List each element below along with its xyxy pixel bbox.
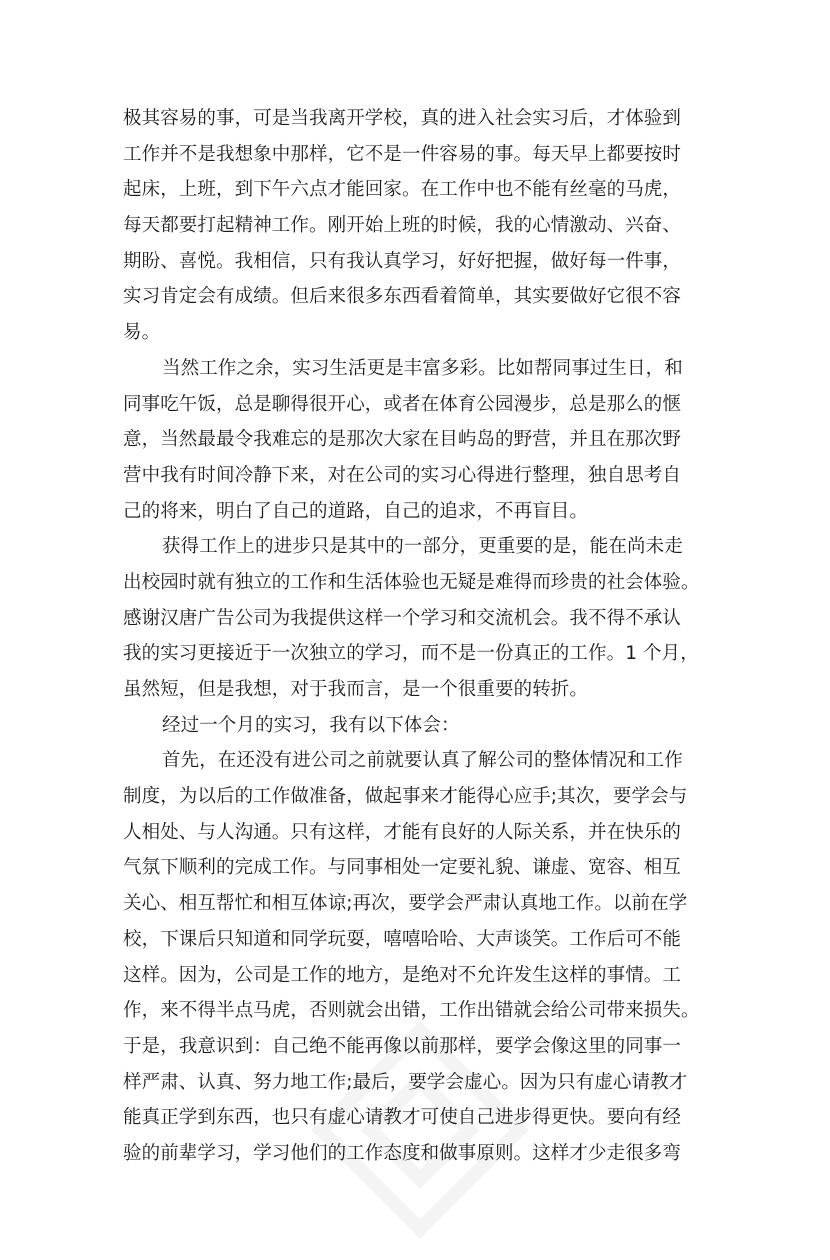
text-line: 己的将来，明白了自己的道路，自己的追求，不再盲目。 bbox=[123, 500, 589, 522]
text-line: 制度，为以后的工作做准备，做起事来才能得心应手;其次，要学会与 bbox=[123, 786, 688, 808]
paragraph-first-line: 获得工作上的进步只是其中的一部分，更重要的是，能在尚未走 bbox=[162, 536, 683, 558]
text-line: 作，来不得半点马虎，否则就会出错，工作出错就会给公司带来损失。 bbox=[123, 1000, 700, 1022]
text-line: 工作并不是我想象中那样，它不是一件容易的事。每天早上都要按时 bbox=[123, 143, 682, 165]
paragraph-first-line: 经过一个月的实习，我有以下体会： bbox=[162, 714, 460, 736]
text-line: 实习肯定会有成绩。但后来很多东西看着简单，其实要做好它很不容 bbox=[123, 286, 682, 308]
text-line: 校，下课后只知道和同学玩耍，嘻嘻哈哈、大声谈笑。工作后可不能 bbox=[123, 928, 682, 950]
text-line: 验的前辈学习，学习他们的工作态度和做事原则。这样才少走很多弯 bbox=[123, 1142, 682, 1164]
text-line: 这样。因为，公司是工作的地方，是绝对不允许发生这样的事情。工 bbox=[123, 964, 682, 986]
text-line: 能真正学到东西，也只有虚心请教才可使自己进步得更快。要向有经 bbox=[123, 1107, 682, 1129]
text-line: 意，当然最最令我难忘的是那次大家在目屿岛的野营，并且在那次野 bbox=[123, 429, 682, 451]
text-line: 期盼、喜悦。我相信，只有我认真学习，好好把握，做好每一件事， bbox=[123, 250, 682, 272]
text-line: 同事吃午饭，总是聊得很开心，或者在体育公园漫步，总是那么的惬 bbox=[123, 393, 682, 415]
text-line: 样严肃、认真、努力地工作;最后，要学会虚心。因为只有虚心请教才 bbox=[123, 1071, 688, 1093]
text-line: 感谢汉唐广告公司为我提供这样一个学习和交流机会。我不得不承认 bbox=[123, 607, 682, 629]
text-line: 起床，上班，到下午六点才能回家。在工作中也不能有丝毫的马虎， bbox=[123, 179, 682, 201]
text-line: 易。 bbox=[123, 322, 161, 344]
text-line: 虽然短，但是我想，对于我而言，是一个很重要的转折。 bbox=[123, 679, 589, 700]
text-line: 关心、相互帮忙和相互体谅;再次，要学会严肃认真地工作。以前在学 bbox=[123, 893, 688, 915]
text-line: 每天都要打起精神工作。刚开始上班的时候，我的心情激动、兴奋、 bbox=[123, 215, 682, 237]
paragraph-first-line: 首先，在还没有进公司之前就要认真了解公司的整体情况和工作 bbox=[162, 750, 683, 772]
text-line: 出校园时就有独立的工作和生活体验也无疑是难得而珍贵的社会体验。 bbox=[123, 571, 700, 593]
text-line: 极其容易的事，可是当我离开学校，真的进入社会实习后，才体验到 bbox=[123, 108, 682, 129]
text-line: 气氛下顺利的完成工作。与同事相处一定要礼貌、谦虚、宽容、相互 bbox=[123, 857, 682, 879]
document-body bbox=[123, 101, 723, 1172]
text-line: 我的实习更接近于一次独立的学习，而不是一份真正的工作。1 个月， bbox=[123, 643, 699, 665]
text-line: 营中我有时间冷静下来，对在公司的实习心得进行整理，独自思考自 bbox=[123, 464, 682, 486]
paragraph-first-line: 当然工作之余，实习生活更是丰富多彩。比如帮同事过生日，和 bbox=[162, 357, 683, 379]
text-line: 人相处、与人沟通。只有这样，才能有良好的人际关系，并在快乐的 bbox=[123, 821, 682, 843]
text-line: 于是，我意识到：自己绝不能再像以前那样，要学会像这里的同事一 bbox=[123, 1035, 682, 1057]
